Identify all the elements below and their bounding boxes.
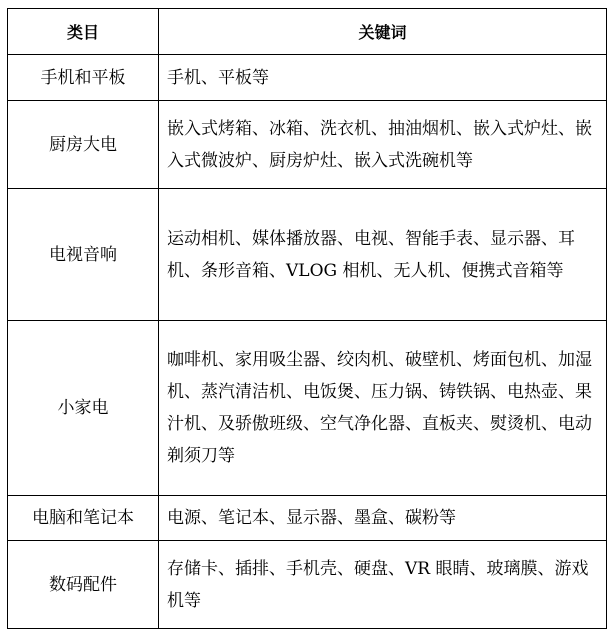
row-keywords: 存储卡、插排、手机壳、硬盘、VR 眼睛、玻璃膜、游戏机等 bbox=[159, 541, 607, 629]
category-keyword-table-container bbox=[7, 8, 606, 629]
row-category: 数码配件 bbox=[8, 541, 159, 629]
row-category: 电视音响 bbox=[8, 189, 159, 321]
row-category: 小家电 bbox=[8, 321, 159, 496]
header-keywords: 关键词 bbox=[159, 9, 607, 55]
row-keywords: 手机、平板等 bbox=[159, 55, 607, 101]
row-keywords: 电源、笔记本、显示器、墨盒、碳粉等 bbox=[159, 496, 607, 541]
table-row bbox=[8, 541, 607, 629]
row-keywords: 运动相机、媒体播放器、电视、智能手表、显示器、耳机、条形音箱、VLOG 相机、无人机、便携式音箱等 bbox=[159, 189, 607, 321]
row-category: 电脑和笔记本 bbox=[8, 496, 159, 541]
table-row bbox=[8, 321, 607, 496]
table-row bbox=[8, 496, 607, 541]
row-keywords: 嵌入式烤箱、冰箱、洗衣机、抽油烟机、嵌入式炉灶、嵌入式微波炉、厨房炉灶、嵌入式洗碗机等 bbox=[159, 101, 607, 189]
row-keywords: 咖啡机、家用吸尘器、绞肉机、破壁机、烤面包机、加湿机、蒸汽清洁机、电饭煲、压力锅、铸铁锅、电热壶、果汁机、及骄傲班级、空气净化器、直板夹、熨烫机、电动剃须刀等 bbox=[159, 321, 607, 496]
category-keyword-table bbox=[7, 8, 607, 629]
table-row bbox=[8, 101, 607, 189]
table-header-row bbox=[8, 9, 607, 55]
table-row bbox=[8, 189, 607, 321]
row-category: 手机和平板 bbox=[8, 55, 159, 101]
header-category: 类目 bbox=[8, 9, 159, 55]
table-row bbox=[8, 55, 607, 101]
row-category: 厨房大电 bbox=[8, 101, 159, 189]
